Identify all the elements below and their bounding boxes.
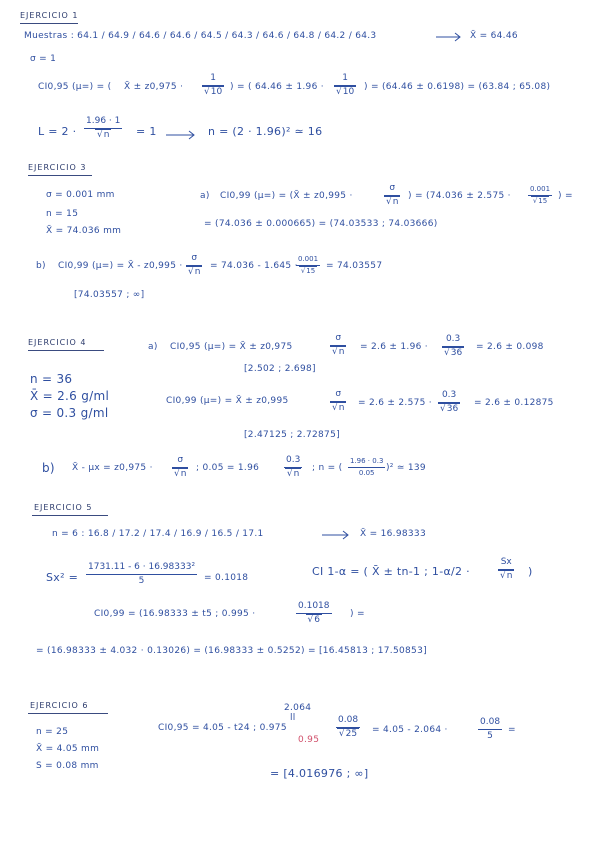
ex1-ci-frac2 [334,74,356,97]
ex4-b-frac1-den: √ n [172,468,188,479]
ex3-b-label: b) [36,261,46,271]
ex4-a-frac4-num: 0.3 [438,391,460,403]
ex3-b-frac1 [186,254,202,277]
ex4-a-ci2-end: = 2.6 ± 0.12875 [474,398,554,408]
ex1-ci-part2: ) = ( 64.46 ± 1.96 · [230,82,324,92]
ex4-a-ci1-end: = 2.6 ± 0.098 [476,342,544,352]
ex5-ci-label: CI0,99 = (16.98333 ± t5 ; 0.995 · [94,609,256,619]
ex3-a-frac1-num: σ [384,184,400,196]
ex4-a-interval2: [2.47125 ; 2.72875] [244,430,340,440]
ex5-ci-end: ) = [350,609,365,619]
ex4-title: EJERCICIO 4 [28,338,87,347]
ex4-b-frac2 [284,456,302,479]
ex3-n: n = 15 [46,209,79,219]
ex3-b-mid: = 74.036 - 1.645 · [210,261,298,271]
ex4-title-underline [28,350,104,351]
ex4-b-frac1-num: σ [172,456,188,468]
ex4-b-frac3-num: 1.96 · 0.3 [348,458,385,468]
ex1-ci-frac2-den: √ 10 [334,86,356,97]
ex6-ci-mid: = 4.05 - 2.064 · [372,725,448,735]
ex6-result: = [4.016976 ; ∞] [270,767,369,780]
ex5-ci-frac-num: 0.1018 [296,602,332,614]
ex3-a-frac2 [528,186,552,205]
ex4-a-frac1-den: √ n [330,346,346,357]
ex5-ci-general-frac-den: √ n [498,570,514,581]
ex3-b-interval: [74.03557 ; ∞] [74,290,145,300]
ex1-data-line: Muestras : 64.1 / 64.9 / 64.6 / 64.6 / 64.5 / 64.3 / 64.6 / 64.8 / 64.2 / 64.3 [24,31,377,41]
ex6-mean: X̄ = 4.05 mm [36,744,100,754]
ex4-a-frac3-den: √ n [330,402,346,413]
ex3-a-frac1 [384,184,400,207]
ex3-sigma: σ = 0.001 mm [46,190,115,200]
ex3-a-ci-mid: ) = (74.036 ± 2.575 · [408,191,511,201]
ex4-a-frac4 [438,391,460,414]
ex3-b-ci: CI0,99 (μ=) = X̄ - z0,995 · [58,261,183,271]
ex5-ci-frac [296,602,332,625]
ex3-b-frac2-num: 0.001 [296,256,320,266]
ex6-ci-frac-num: 0.08 [336,716,360,728]
ex4-a-frac2 [442,335,464,358]
ex4-sigma: σ = 0.3 g/ml [30,406,109,420]
ex1-ci-result: ) = (64.46 ± 0.6198) = (63.84 ; 65.08) [364,82,551,92]
ex4-b-end: )² ≃ 139 [386,463,426,473]
ex5-mean-result: X̄ = 16.98333 [360,529,426,539]
ex6-ci-red-correction: 0.95 [298,735,320,745]
ex6-s: S = 0.08 mm [36,761,99,771]
ex4-a-frac4-den: √ 36 [438,403,460,414]
ex6-ci-end: = [508,725,516,735]
ex4-a-interval1: [2.502 ; 2.698] [244,364,316,374]
ex4-n: n = 36 [30,372,73,386]
ex4-b-mid: ; 0.05 = 1.96 [196,463,260,473]
ex5-sx-label: Sx² = [46,571,79,584]
ex3-b-frac2-den: √ 15 [299,266,317,275]
ex3-b-end: = 74.03557 [326,261,383,271]
ex4-a-frac3 [330,390,346,413]
ex1-L-frac-den: √ n [95,129,111,140]
ex5-title: EJERCICIO 5 [34,503,93,512]
ex3-a-frac2-den: √ 15 [531,196,549,205]
ex5-title-underline [32,515,108,516]
ex6-ci-frac [336,716,360,739]
ex1-ci-part1: X̄ ± z0,975 · [124,82,184,92]
ex6-ci-frac2-num: 0.08 [478,718,502,730]
ex6-ci-frac-den: √ 25 [337,728,359,739]
ex4-a-frac1 [330,334,346,357]
ex3-a-ci: CI0,99 (μ=) = (X̄ ± z0,995 · [220,191,353,201]
ex1-mean-result: X̄ = 64.46 [470,31,518,41]
ex6-n: n = 25 [36,727,69,737]
ex1-ci-label: CI0,95 (μ=) = ( [38,82,112,92]
ex4-b-frac2-den: √ n [285,468,301,479]
ex5-sx-result: = 0.1018 [204,573,249,583]
ex4-a-ci1: CI0,95 (μ=) = X̄ ± z0,975 [170,342,293,352]
ex3-b-frac1-num: σ [186,254,202,266]
ex3-a-frac1-den: √ n [384,196,400,207]
ex3-a-frac2-num: 0.001 [528,186,552,196]
ex1-L-frac-num: 1.96 · 1 [84,117,122,129]
ex4-mean: X̄ = 2.6 g/ml [30,389,110,403]
ex6-title: EJERCICIO 6 [30,701,89,710]
ex1-L-frac [84,117,122,140]
ex3-b-frac2 [296,256,320,275]
ex3-mean: X̄ = 74.036 mm [46,226,122,236]
ex3-a-ci-end: ) = [558,191,573,201]
ex4-b-frac3-den: 0.05 [358,469,375,477]
ex1-L-label: L = 2 · [38,125,77,138]
ex4-a-ci2: CI0,99 (μ=) = X̄ ± z0,995 [166,396,289,406]
ex3-title: EJERCICIO 3 [28,163,87,172]
ex4-b-frac1 [172,456,188,479]
ex4-a-frac1-num: σ [330,334,346,346]
ex4-b-text: X̄ - μx = z0,975 · [72,463,153,473]
ex5-ci-general: CI 1-α = ( X̄ ± tn-1 ; 1-α/2 · [312,565,470,578]
ex4-b-label: b) [42,461,55,475]
ex1-ci-frac1 [202,74,224,97]
ex4-b-frac2-num: 0.3 [284,456,302,468]
ex5-sx-frac-num: 1731.11 - 6 · 16.98333² [86,563,197,575]
ex5-ci-general-frac [498,558,514,581]
ex3-a-label: a) [200,191,210,201]
ex4-a-frac2-den: √ 36 [442,347,464,358]
ex4-b-n: ; n = ( [312,463,343,473]
ex4-b-frac3 [348,458,385,477]
ex3-b-frac1-den: √ n [186,266,202,277]
ex5-sx-frac-den: 5 [138,576,145,586]
ex3-a-result: = (74.036 ± 0.000665) = (74.03533 ; 74.03666) [204,219,438,229]
ex6-t-mark: ll [290,713,296,723]
ex4-a-ci1-mid: = 2.6 ± 1.96 · [360,342,428,352]
ex6-t-value-above: 2.064 [284,703,312,713]
ex1-L-eq: = 1 [136,125,157,138]
ex1-title: EJERCICIO 1 [20,11,79,20]
ex4-a-label: a) [148,342,158,352]
ex5-ci-general-frac-num: Sx [498,558,514,570]
ex6-ci-frac2 [478,718,502,741]
ex1-n-result: n = (2 · 1.96)² ≃ 16 [208,125,323,138]
ex1-ci-frac1-den: √ 10 [202,86,224,97]
ex3-title-underline [28,175,92,176]
ex5-sx-frac [86,563,197,586]
ex6-ci-text: CI0,95 = 4.05 - t24 ; 0.975 [158,723,287,733]
ex5-ci-result: = (16.98333 ± 4.032 · 0.13026) = (16.98333 ± 0.5252) = [16.45813 ; 17.50853] [36,646,427,656]
ex4-a-frac3-num: σ [330,390,346,402]
ex1-ci-frac2-num: 1 [334,74,356,86]
ex6-title-underline [28,713,108,714]
ex5-ci-frac-den: √ 6 [306,614,322,625]
ex4-a-ci2-mid: = 2.6 ± 2.575 · [358,398,432,408]
ex5-data-line: n = 6 : 16.8 / 17.2 / 17.4 / 16.9 / 16.5 / 17.1 [52,529,264,539]
ex6-ci-frac2-den: 5 [487,731,493,741]
ex1-sigma: σ = 1 [30,54,57,64]
ex1-ci-frac1-num: 1 [202,74,224,86]
ex5-ci-general-end: ) [528,565,533,578]
ex4-a-frac2-num: 0.3 [442,335,464,347]
